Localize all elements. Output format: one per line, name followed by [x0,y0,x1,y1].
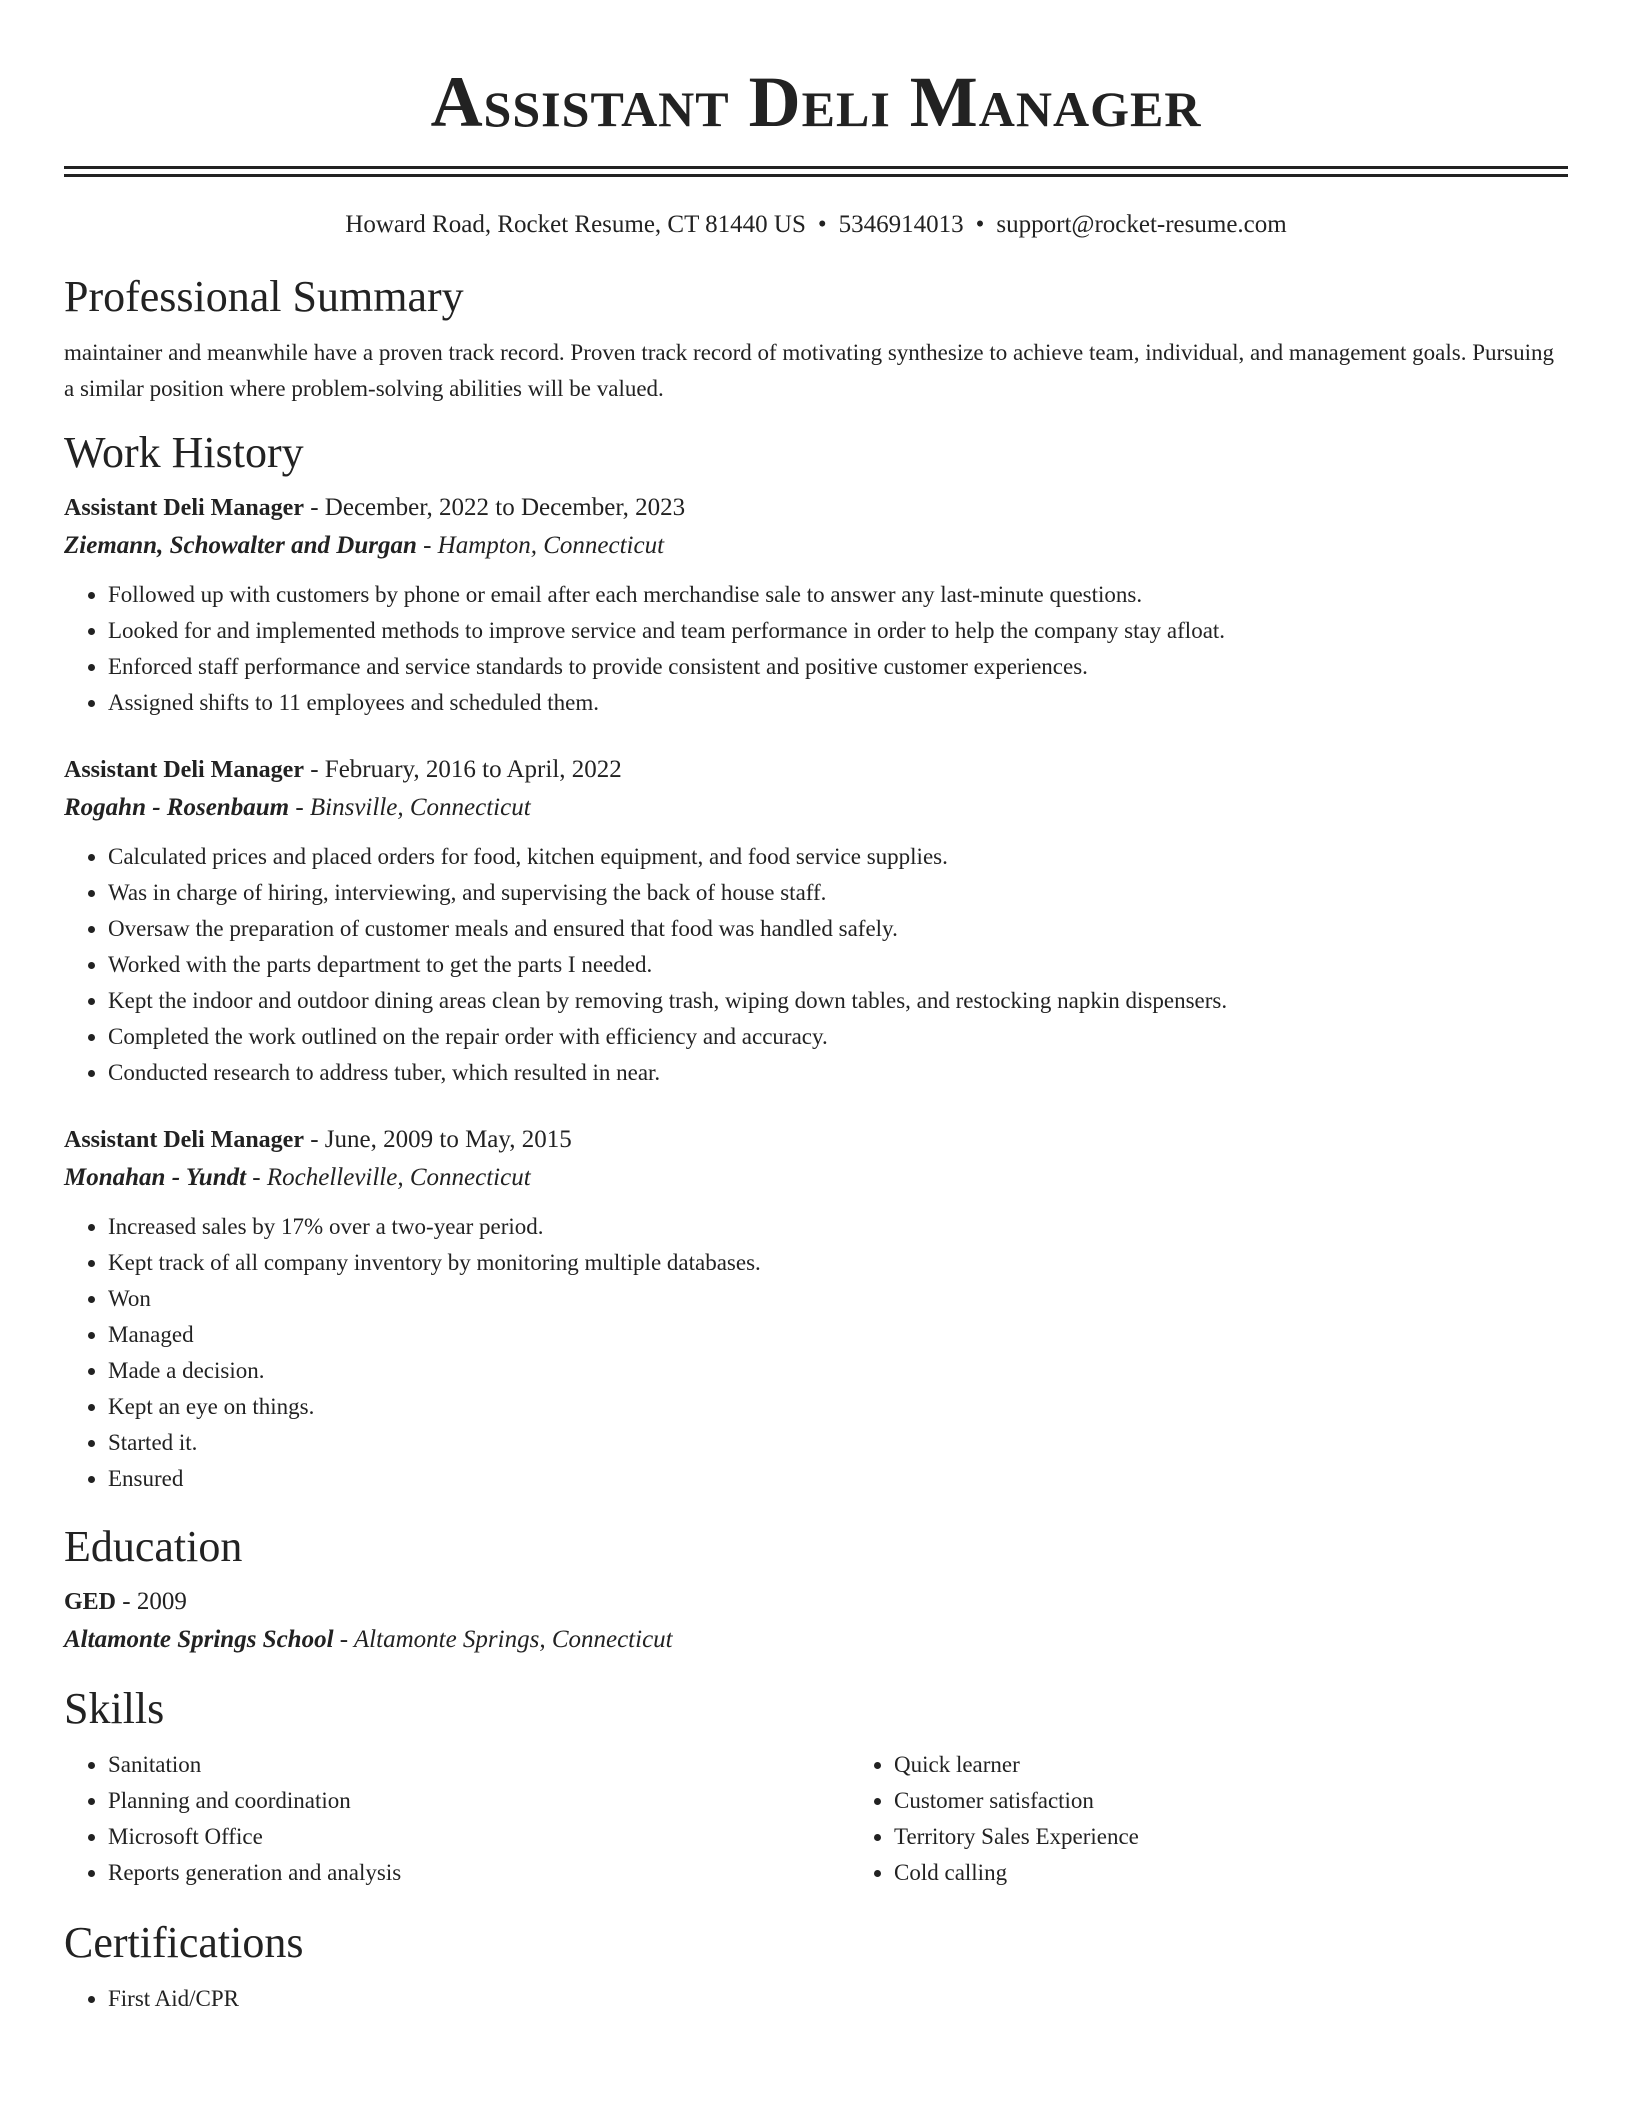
job-title: Assistant Deli Manager [64,495,304,521]
job-bullet: • Won [108,1281,1568,1317]
header-rule-top [64,166,1568,169]
summary-section [64,271,1568,407]
contact-separator: • [817,211,827,238]
job-bullet: • Managed [108,1317,1568,1353]
skills-heading: Skills [64,1684,165,1733]
skill-item: • Cold calling [894,1855,1632,1891]
job-bullet: • Enforced staff performance and service standards to provide consistent and positive customer experiences. [108,649,1568,685]
skills-columns [64,1747,1568,1891]
education-school: Altamonte Springs School [64,1626,334,1653]
job-dates: - December, 2022 to December, 2023 [303,494,686,521]
skill-item: • Customer satisfaction [894,1783,1632,1819]
job-bullet: • Increased sales by 17% over a two-year period. [108,1209,1568,1245]
skill-item: • Territory Sales Experience [894,1819,1632,1855]
job-entry [64,491,1568,721]
job-company: Ziemann, Schowalter and Durgan [64,532,417,559]
resume-content [64,0,1568,2017]
skill-item: • Planning and coordination [108,1783,850,1819]
job-header [64,491,1568,525]
job-location: - Hampton, Connecticut [416,532,665,559]
summary-heading: Professional Summary [64,272,464,321]
job-bullet: • Assigned shifts to 11 employees and scheduled them. [108,685,1568,721]
work-history-section [64,427,1568,1497]
skills-section [64,1683,1568,1891]
job-company: Rogahn - Rosenbaum [64,794,290,821]
certification-item: • First Aid/CPR [108,1981,1568,2017]
skills-list-left [64,1747,850,1891]
certifications-heading: Certifications [64,1918,304,1967]
job-location: - Rochelleville, Connecticut [246,1164,531,1191]
job-bullet: • Was in charge of hiring, interviewing, and supervising the back of house staff. [108,875,1568,911]
job-bullet: • Followed up with customers by phone or email after each merchandise sale to answer any last-minute questions. [108,577,1568,613]
job-bullet: • Started it. [108,1425,1568,1461]
education-header [64,1585,1568,1619]
job-company: Monahan - Yundt [64,1164,247,1191]
job-bullet: • Oversaw the preparation of customer meals and ensured that food was handled safely. [108,911,1568,947]
job-employer [64,1161,1568,1195]
job-employer [64,791,1568,825]
job-bullet: • Completed the work outlined on the repair order with efficiency and accuracy. [108,1019,1568,1055]
job-dates: - February, 2016 to April, 2022 [303,756,622,783]
job-bullet: • Made a decision. [108,1353,1568,1389]
job-title: Assistant Deli Manager [64,1127,304,1153]
job-dates: - June, 2009 to May, 2015 [303,1126,572,1153]
education-heading: Education [64,1522,243,1571]
education-section [64,1521,1568,1657]
job-bullets [64,1209,1568,1497]
job-bullet: • Kept track of all company inventory by monitoring multiple databases. [108,1245,1568,1281]
job-location: - Binsville, Connecticut [289,794,531,821]
job-bullets [64,577,1568,721]
skill-item: • Quick learner [894,1747,1632,1783]
job-entry [64,1123,1568,1497]
education-school-line [64,1623,1568,1657]
work-history-heading: Work History [64,428,304,477]
job-entry [64,753,1568,1091]
contact-separator: • [975,211,985,238]
skill-item: • Sanitation [108,1747,850,1783]
education-location: - Altamonte Springs, Connecticut [333,1626,673,1653]
skills-list-right [850,1747,1632,1891]
job-bullet: • Kept the indoor and outdoor dining areas clean by removing trash, wiping down tables, and restocking napkin dispensers. [108,983,1568,1019]
job-bullet: • Kept an eye on things. [108,1389,1568,1425]
job-bullet: • Looked for and implemented methods to improve service and team performance in order to help the company stay afloat. [108,613,1568,649]
job-bullet: • Calculated prices and placed orders for food, kitchen equipment, and food service supplies. [108,839,1568,875]
contact-address: Howard Road, Rocket Resume, CT 81440 US [345,211,806,238]
resume-name: Assistant Deli Manager [430,62,1202,142]
contact-line [64,209,1568,241]
job-header [64,1123,1568,1157]
job-header [64,753,1568,787]
education-degree: GED [64,1589,117,1615]
certifications-section [64,1917,1568,2017]
skill-item: • Microsoft Office [108,1819,850,1855]
job-bullet: • Worked with the parts department to get the parts I needed. [108,947,1568,983]
skill-item: • Reports generation and analysis [108,1855,850,1891]
certifications-list [64,1981,1568,2017]
contact-phone: 5346914013 [838,211,964,238]
job-title: Assistant Deli Manager [64,757,304,783]
summary-text: maintainer and meanwhile have a proven track record. Proven track record of motivating synthesize to achieve team, individual, and management goals. Pursuing a similar position where problem-solving abilities will be valued. [64,340,1555,401]
header-rule-bottom [64,174,1568,177]
job-bullet: • Conducted research to address tuber, which resulted in near. [108,1055,1568,1091]
job-bullets [64,839,1568,1091]
education-year: - 2009 [116,1588,187,1615]
job-employer [64,529,1568,563]
contact-email: support@rocket-resume.com [996,211,1287,238]
job-bullet: • Ensured [108,1461,1568,1497]
